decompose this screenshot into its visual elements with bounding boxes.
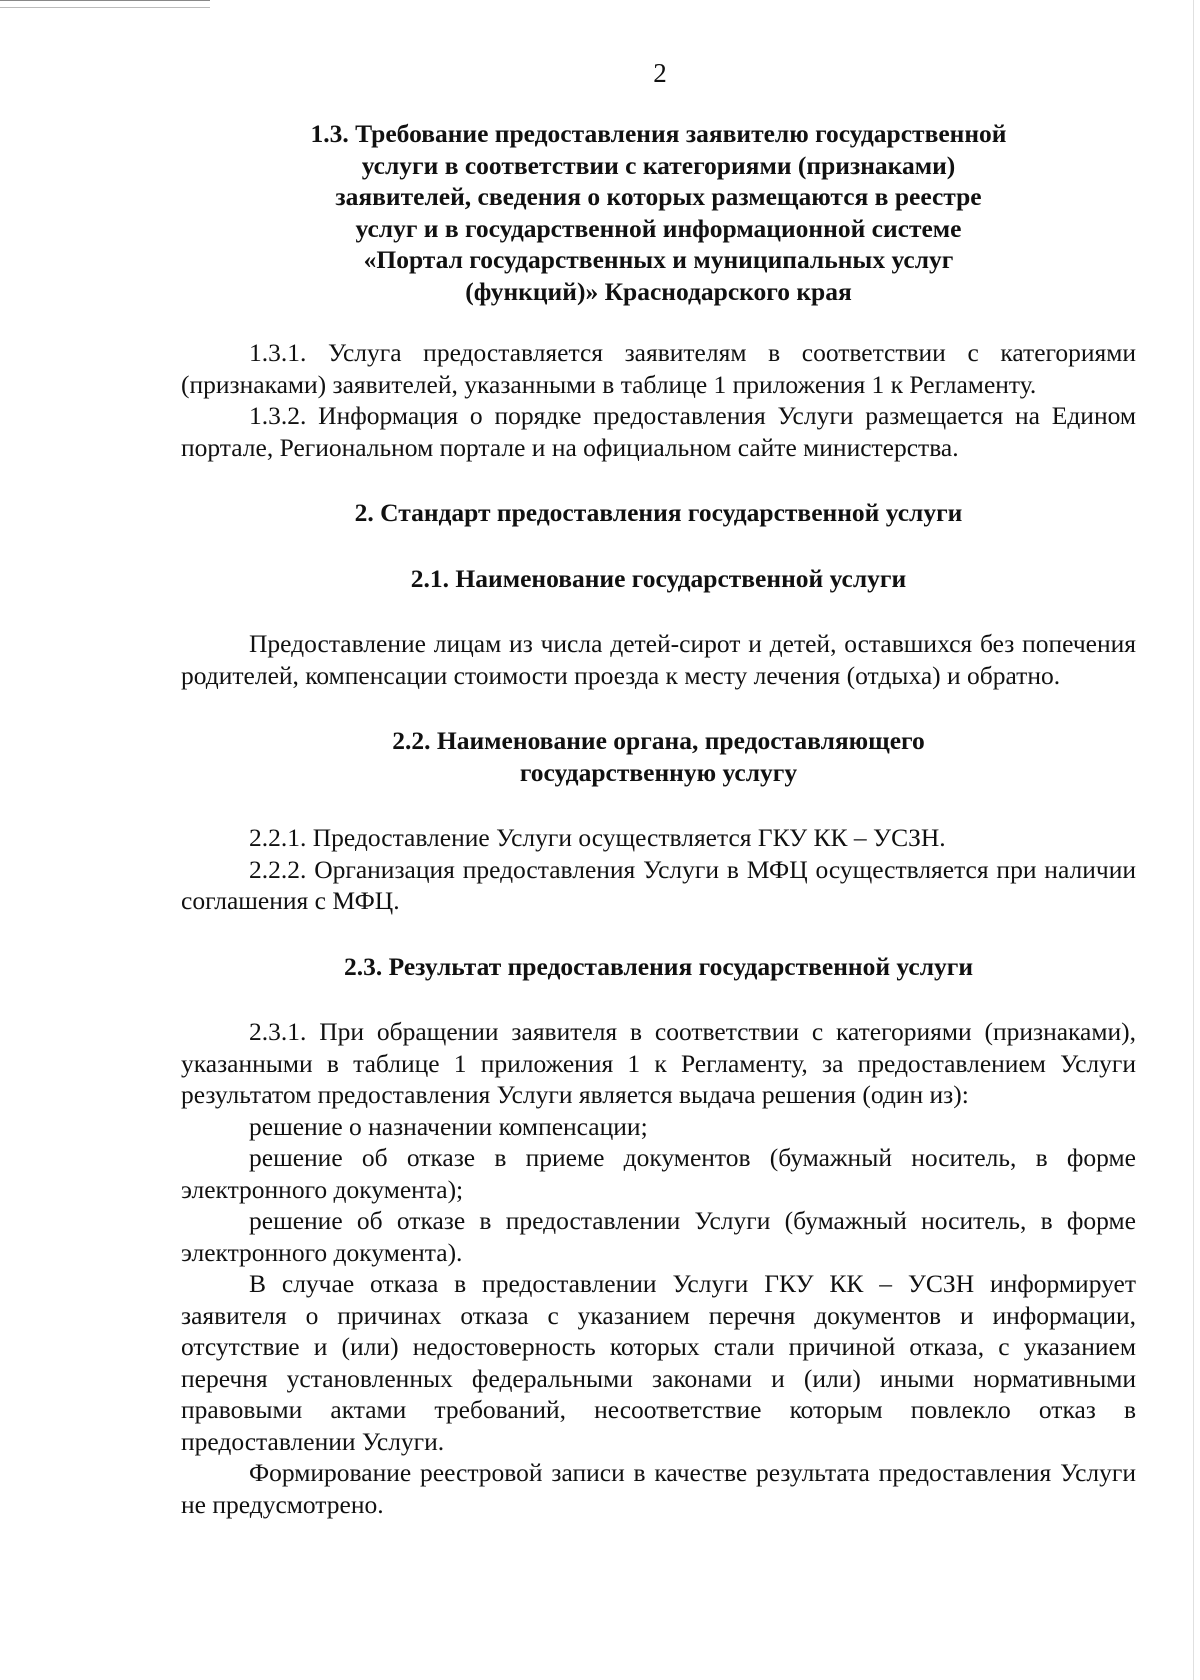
document-body (181, 118, 1136, 1520)
section-2-1-heading: 2.1. Наименование государственной услуги (410, 563, 907, 593)
section-2-2-heading (181, 725, 1136, 788)
section-2-3-heading: 2.3. Результат предоставления государственной услуги (343, 951, 974, 981)
paragraph-2-1: Предоставление лицам из числа детей-сирот и детей, оставшихся без попечения родителей, компенсации стоимости проезда к месту лечения (отдыха) и обратно. (181, 629, 1136, 690)
paragraph-refusal-info: В случае отказа в предоставлении Услуги ГКУ КК – УСЗН информирует заявителя о причинах отказа с указанием перечня документов и информации, отсутствие и (или) недостоверность которых стали причиной отказа, с указанием перечня установленных федеральными законами и (или) иными нормативными правовыми актами требований, несоответствие которым повлекло отказ в предоставлении Услуги. (181, 1269, 1136, 1456)
heading-line: (функций)» Краснодарского края (465, 276, 852, 306)
scan-edge (1193, 0, 1194, 1680)
paragraph-2-2-1: 2.2.1. Предоставление Услуги осуществляется ГКУ КК – УСЗН. (249, 823, 946, 852)
list-item-decision: решение о назначении компенсации; (249, 1111, 648, 1141)
paragraph-2-2-2: 2.2.2. Организация предоставления Услуги в МФЦ осуществляется при наличии соглашения с МФЦ. (181, 854, 1136, 915)
heading-line: «Портал государственных и муниципальных услуг (363, 245, 954, 274)
scan-artifact-line (0, 0, 210, 8)
section-2-heading: 2. Стандарт предоставления государственной услуги (354, 498, 963, 527)
heading-line: 1.3. Требование предоставления заявителю государственной (310, 119, 1007, 148)
heading-line: услуг и в государственной информационной системе (355, 213, 962, 243)
heading-line: заявителей, сведения о которых размещаются в реестре (335, 182, 982, 211)
paragraph-1-3-1: 1.3.1. Услуга предоставляется заявителям в соответствии с категориями (признаками) заявителей, указанными в таблице 1 приложения 1 к Регламенту. (181, 338, 1136, 399)
heading-line: государственную услугу (519, 757, 798, 787)
paragraph-2-3-1: 2.3.1. При обращении заявителя в соответствии с категориями (признаками), указанными в таблице 1 приложения 1 к Регламенту, за предоставлением Услуги результатом предоставления Услуги является выдача решения (один из): (181, 1017, 1136, 1109)
heading-line: услуги в соответствии с категориями (признаками) (361, 150, 956, 180)
paragraph-registry-record: Формирование реестровой записи в качестве результата предоставления Услуги не предусмотрено. (181, 1458, 1136, 1519)
list-item-decision: решение об отказе в приеме документов (бумажный носитель, в форме электронного документа); (181, 1143, 1136, 1204)
section-1-3-heading (181, 118, 1136, 307)
paragraph-1-3-2: 1.3.2. Информация о порядке предоставления Услуги размещается на Едином портале, Региональном портале и на официальном сайте министерства. (181, 401, 1136, 462)
heading-line: 2.2. Наименование органа, предоставляющего (392, 726, 925, 755)
list-item-decision: решение об отказе в предоставлении Услуги (бумажный носитель, в форме электронного документа). (181, 1206, 1136, 1267)
page-number: 2 (653, 58, 667, 88)
